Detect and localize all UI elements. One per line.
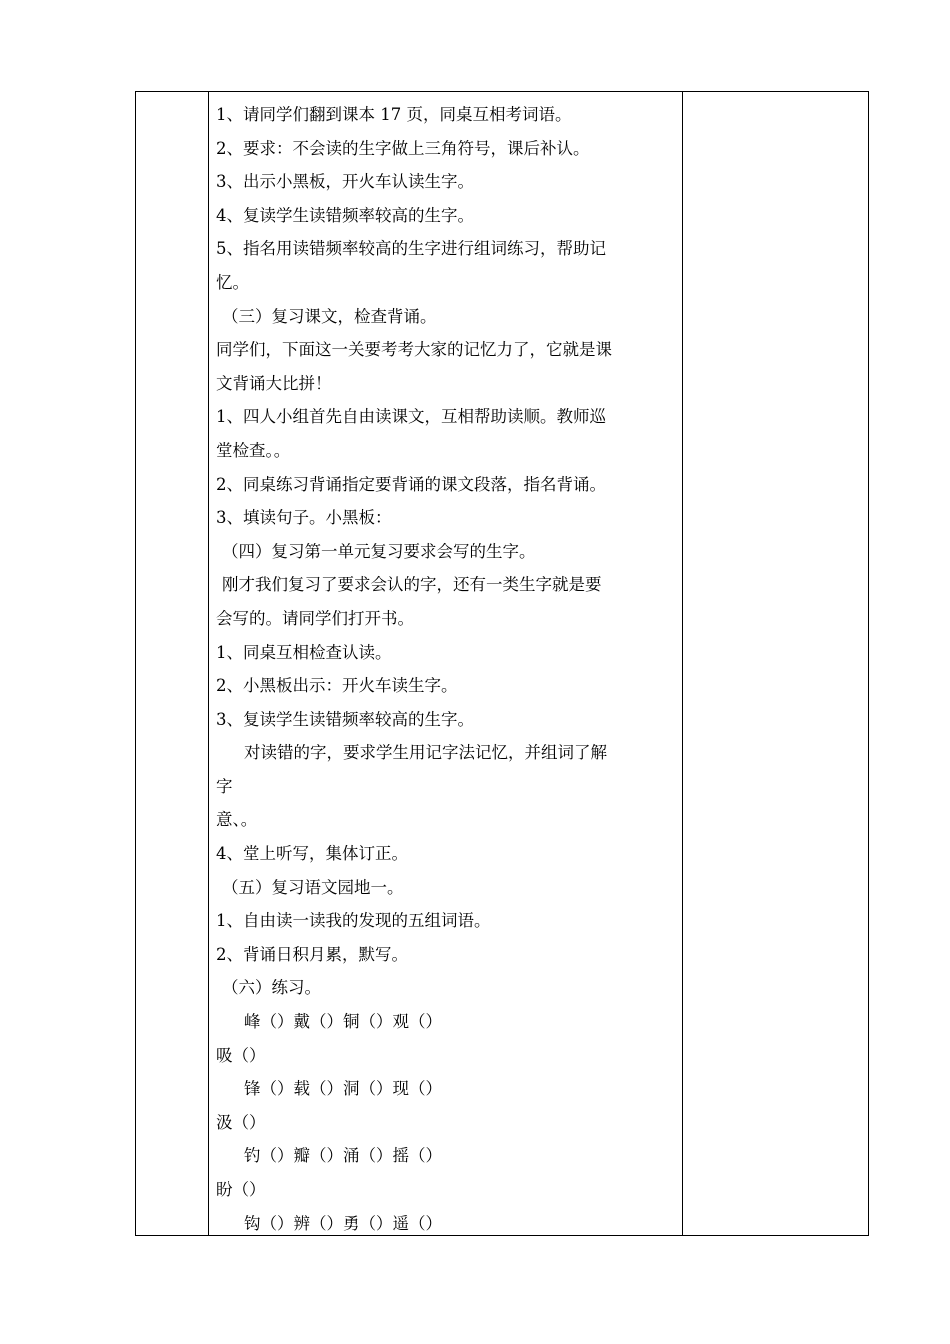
paragraph-line: 字: [216, 776, 233, 796]
section-heading: （四）复习第一单元复习要求会写的生字。: [222, 541, 536, 561]
step-line: 1、自由读一读我的发现的五组词语。: [216, 911, 491, 931]
exercise-line: 汲（）: [216, 1112, 266, 1132]
paragraph-line: 会写的。请同学们打开书。: [216, 608, 414, 628]
exercise-line: 锋（）载（）洞（）现（）: [244, 1079, 442, 1099]
column-divider-right: [682, 92, 683, 1235]
step-line: 堂检查。。: [216, 440, 291, 460]
step-line: 3、复读学生读错频率较高的生字。: [216, 709, 474, 729]
column-divider-left: [208, 92, 209, 1235]
paragraph-line: 对读错的字，要求学生用记字法记忆，并组词了解: [244, 743, 607, 763]
step-line: 忆。: [216, 272, 249, 292]
paragraph-line: 意、。: [216, 810, 258, 830]
step-line: 4、堂上听写，集体订正。: [216, 844, 408, 864]
step-line: 2、同桌练习背诵指定要背诵的课文段落，指名背诵。: [216, 474, 606, 494]
step-line: 1、四人小组首先自由读课文，互相帮助读顺。教师巡: [216, 407, 606, 427]
step-line: 1、请同学们翻到课本 17 页，同桌互相考词语。: [216, 105, 572, 124]
section-heading: （五）复习语文园地一。: [222, 877, 404, 897]
lesson-table: [135, 91, 869, 1236]
paragraph-line: 同学们，下面这一关要考考大家的记忆力了，它就是课: [216, 340, 612, 360]
exercise-line: 吸（）: [216, 1045, 266, 1065]
step-line: 3、填读句子。小黑板：: [216, 508, 392, 528]
step-line: 3、出示小黑板，开火车认读生字。: [216, 172, 474, 192]
step-line: 2、要求：不会读的生字做上三角符号，课后补认。: [216, 138, 590, 158]
paragraph-line: 刚才我们复习了要求会认的字，还有一类生字就是要: [222, 575, 602, 595]
lesson-content-cell: [216, 98, 678, 1240]
step-line: 5、指名用读错频率较高的生字进行组词练习，帮助记: [216, 239, 606, 259]
section-heading: （三）复习课文，检查背诵。: [222, 306, 437, 326]
exercise-line: 钓（）瓣（）涌（）摇（）: [244, 1146, 442, 1166]
step-line: 1、同桌互相检查认读。: [216, 642, 392, 662]
paragraph-line: 文背诵大比拼！: [216, 373, 332, 393]
exercise-line: 钩（）辨（）勇（）遥（）: [244, 1213, 442, 1233]
step-line: 2、小黑板出示：开火车读生字。: [216, 676, 458, 696]
exercise-line: 盼（）: [216, 1180, 266, 1199]
exercise-line: 峰（）戴（）铜（）观（）: [244, 1012, 442, 1032]
step-line: 2、背诵日积月累，默写。: [216, 944, 408, 964]
section-heading: （六）练习。: [222, 978, 321, 998]
step-line: 4、复读学生读错频率较高的生字。: [216, 205, 474, 225]
